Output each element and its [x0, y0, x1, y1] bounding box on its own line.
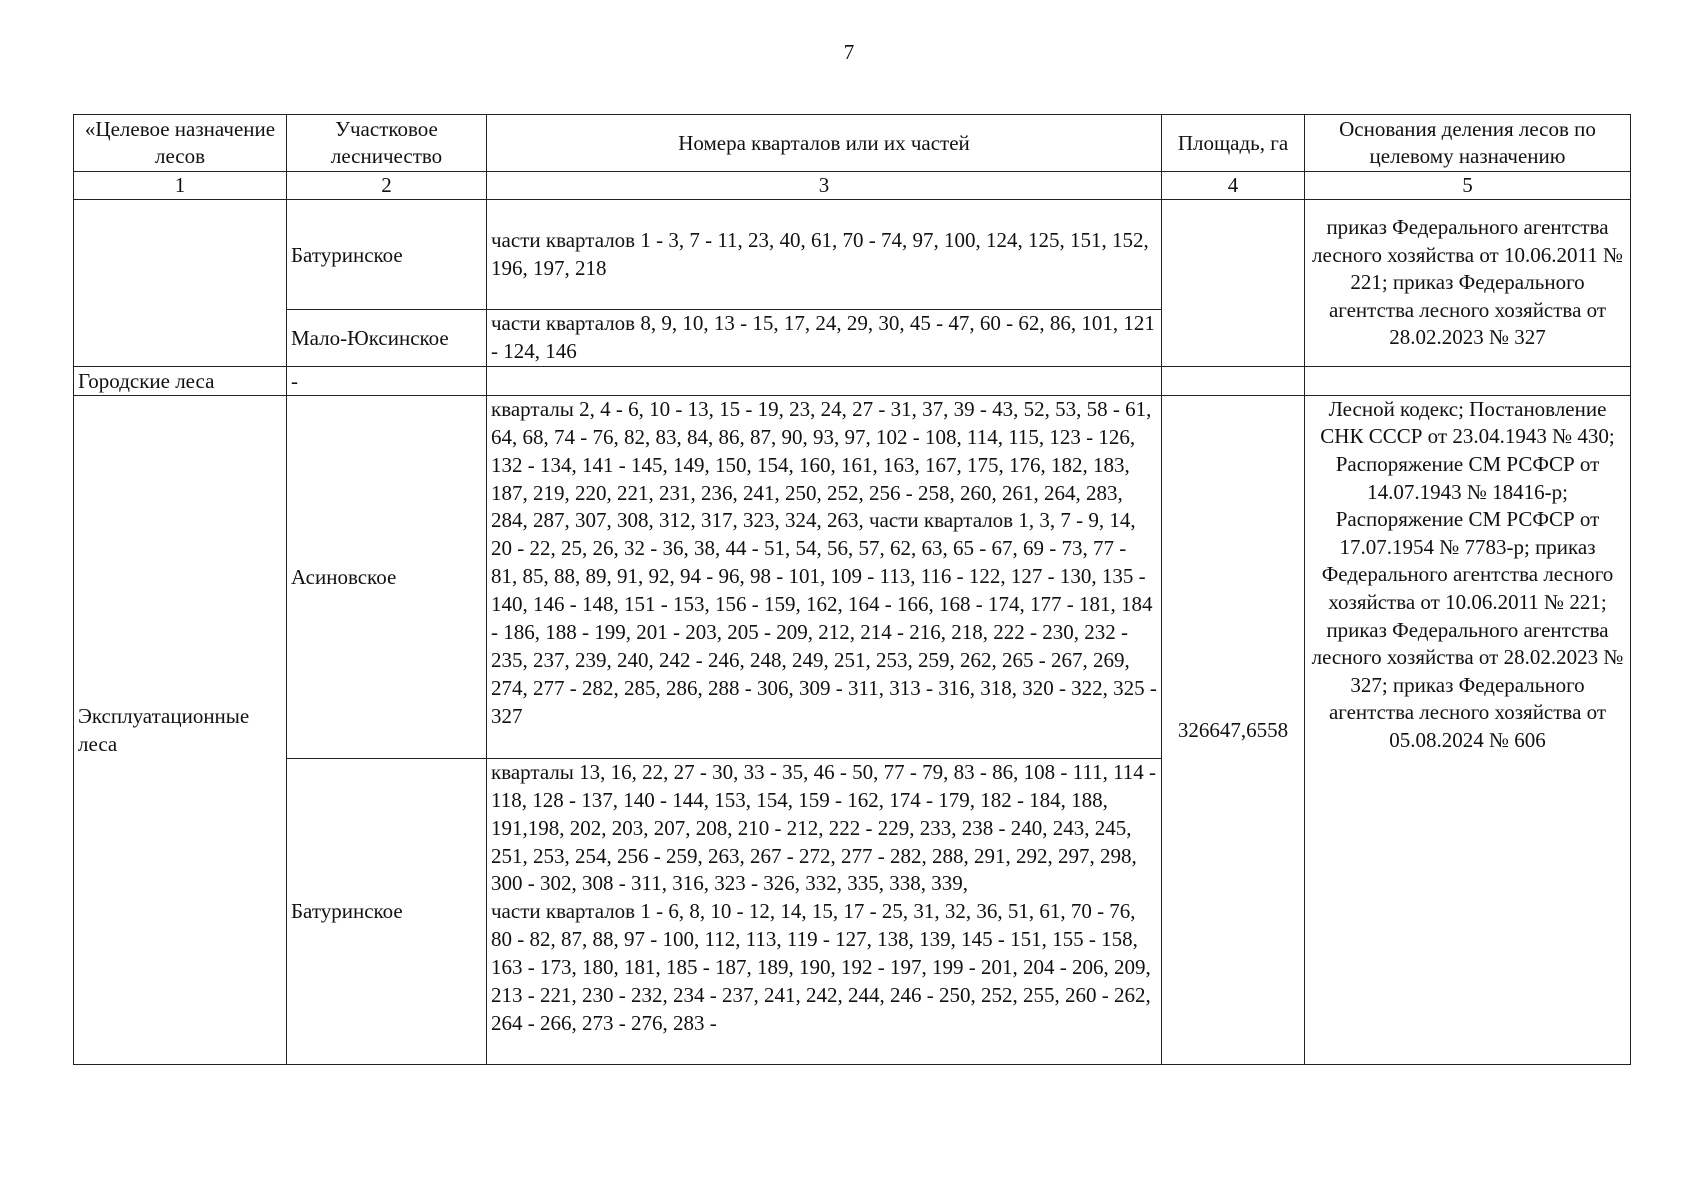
quarters-cell	[487, 758, 1162, 1064]
header-basis: Основания деления лесов по целевому назначению	[1305, 115, 1631, 172]
district-cell: -	[287, 366, 487, 395]
district-cell: Батуринское	[287, 758, 487, 1064]
quarters-text: части кварталов 1 - 6, 8, 10 - 12, 14, 15, 17 - 25, 31, 32, 36, 51, 61, 70 - 76, 80 - 82, 87, 88, 97 - 100, 112, 113, 119 - 127, 138, 139, 145 - 151, 155 - 158, 163 - 173, 180, 181, 185 - 187, 189, 190, 192 - 197, 199 - 201, 204 - 206, 209, 213 - 221, 230 - 232, 234 - 237, 241, 242, 244, 246 - 250, 252, 255, 260 - 262, 264 - 266, 273 - 276, 283 -	[491, 899, 1151, 1035]
header-purpose: «Целевое назначение лесов	[74, 115, 287, 172]
quarters-text: кварталы 13, 16, 22, 27 - 30, 33 - 35, 46 - 50, 77 - 79, 83 - 86, 108 - 111, 114 - 118, 128 - 137, 140 - 144, 153, 154, 159 - 162, 174 - 179, 182 - 184, 188, 191,198, 202, 203, 207, 208, 210 - 212, 222 - 229, 233, 238 - 240, 243, 245, 251, 253, 254, 256 - 259, 263, 267 - 272, 277 - 282, 288, 291, 292, 297, 298, 300 - 302, 308 - 311, 316, 323 - 326, 332, 335, 338, 339,	[491, 759, 1157, 896]
column-number: 2	[287, 172, 487, 200]
table-header-row	[74, 115, 1631, 172]
table-row	[74, 366, 1631, 395]
column-number: 4	[1162, 172, 1305, 200]
area-cell: 326647,6558	[1162, 395, 1305, 1064]
forest-division-table	[73, 114, 1631, 1065]
area-cell-empty	[1162, 200, 1305, 367]
district-cell: Мало-Юксинское	[287, 310, 487, 367]
basis-cell: Лесной кодекс; Постановление СНК СССР от 23.04.1943 № 430; Распоряжение СМ РСФСР от 14.07.1943 № 18416-р; Распоряжение СМ РСФСР от 17.07.1954 № 7783-р; приказ Федерального агентства лесного хозяйства от 10.06.2011 № 221; приказ Федерального агентства лесного хозяйства от 28.02.2023 № 327; приказ Федерального агентства лесного хозяйства от 05.08.2024 № 606	[1305, 395, 1631, 1064]
basis-cell: приказ Федерального агентства лесного хозяйства от 10.06.2011 № 221; приказ Федерального агентства лесного хозяйства от 28.02.2023 № 327	[1305, 200, 1631, 367]
column-number: 5	[1305, 172, 1631, 200]
quarters-cell: кварталы 2, 4 - 6, 10 - 13, 15 - 19, 23, 24, 27 - 31, 37, 39 - 43, 52, 53, 58 - 61, 64, 68, 74 - 76, 82, 83, 84, 86, 87, 90, 93, 97, 102 - 108, 114, 115, 123 - 126, 132 - 134, 141 - 145, 149, 150, 154, 160, 161, 163, 167, 175, 176, 182, 183, 187, 219, 220, 221, 231, 236, 241, 250, 252, 256 - 258, 260, 261, 264, 283, 284, 287, 307, 308, 312, 317, 323, 324, 263, части кварталов 1, 3, 7 - 9, 14, 20 - 22, 25, 26, 32 - 36, 38, 44 - 51, 54, 56, 57, 62, 63, 65 - 67, 69 - 73, 77 - 81, 85, 88, 89, 91, 92, 94 - 96, 98 - 101, 109 - 113, 116 - 122, 127 - 130, 135 - 140, 146 - 148, 151 - 153, 156 - 159, 162, 164 - 166, 168 - 174, 177 - 181, 184 - 186, 188 - 199, 201 - 203, 205 - 209, 212, 214 - 216, 218, 222 - 230, 232 - 235, 237, 239, 240, 242 - 246, 248, 249, 251, 253, 259, 262, 265 - 267, 269, 274, 277 - 282, 285, 286, 288 - 306, 309 - 311, 313 - 316, 318, 320 - 322, 325 - 327	[487, 395, 1162, 758]
district-cell: Батуринское	[287, 200, 487, 310]
page-number: 7	[843, 40, 855, 64]
table-row	[74, 200, 1631, 310]
header-area: Площадь, га	[1162, 115, 1305, 172]
purpose-cell: Городские леса	[74, 366, 287, 395]
column-number: 3	[487, 172, 1162, 200]
header-quarters: Номера кварталов или их частей	[487, 115, 1162, 172]
quarters-cell: части кварталов 8, 9, 10, 13 - 15, 17, 24, 29, 30, 45 - 47, 60 - 62, 86, 101, 121 - 124, 146	[487, 310, 1162, 367]
quarters-cell: части кварталов 1 - 3, 7 - 11, 23, 40, 61, 70 - 74, 97, 100, 124, 125, 151, 152, 196, 197, 218	[487, 200, 1162, 310]
area-cell-empty	[1162, 366, 1305, 395]
table-row	[74, 395, 1631, 758]
header-district: Участковое лесничество	[287, 115, 487, 172]
quarters-cell-empty	[487, 366, 1162, 395]
column-number-row	[74, 172, 1631, 200]
purpose-cell-empty	[74, 200, 287, 367]
purpose-cell: Эксплуатационные леса	[74, 395, 287, 1064]
basis-cell-empty	[1305, 366, 1631, 395]
district-cell: Асиновское	[287, 395, 487, 758]
column-number: 1	[74, 172, 287, 200]
